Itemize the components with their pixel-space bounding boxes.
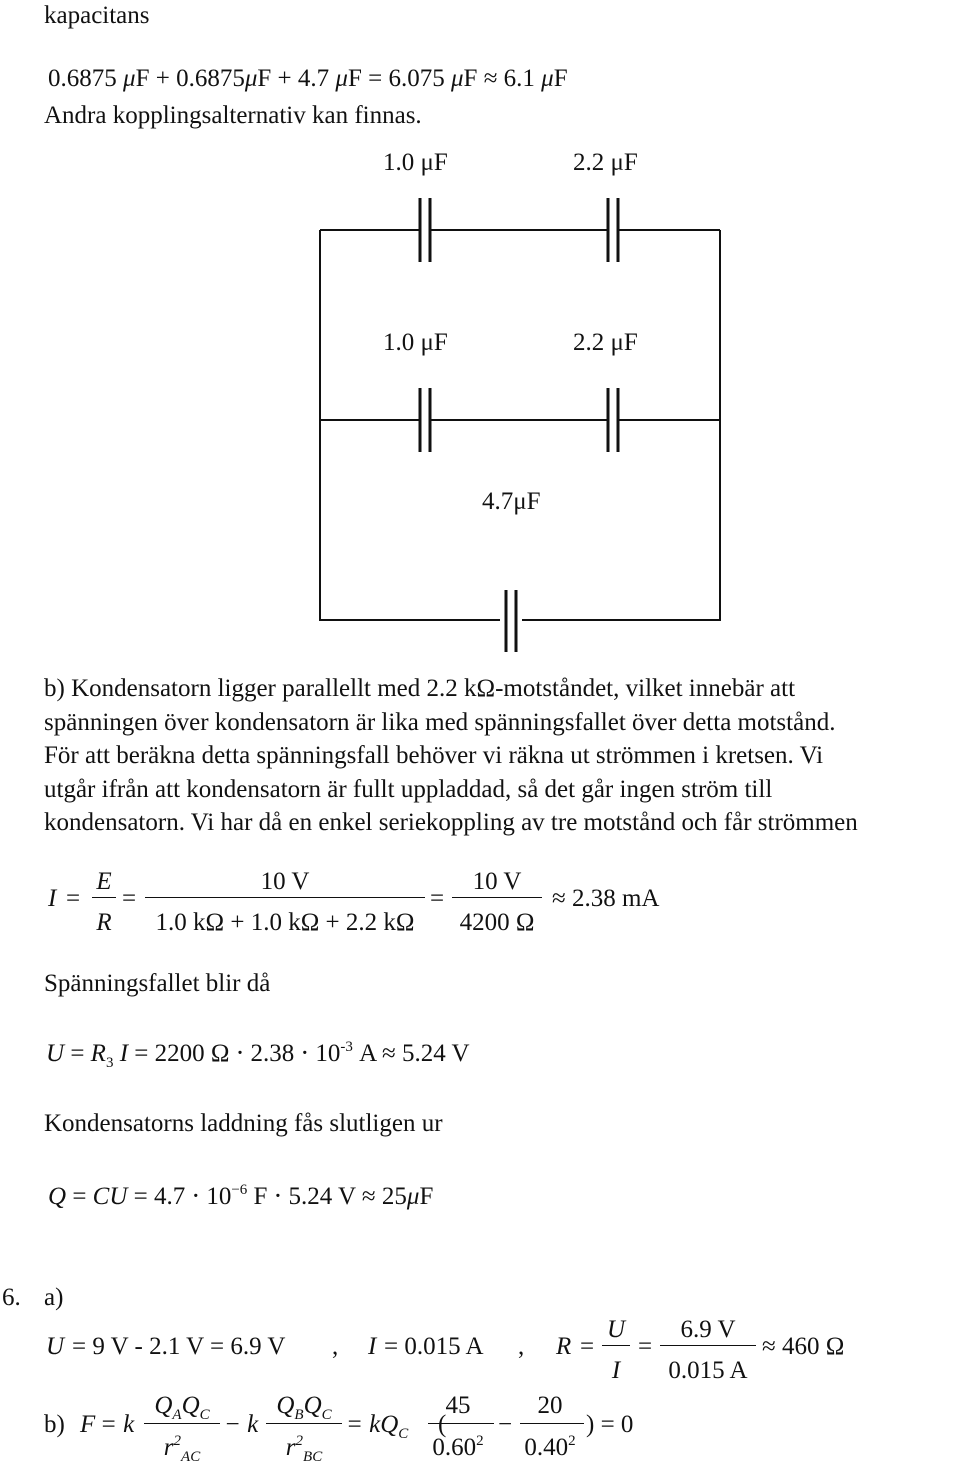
eq-sign: = [580, 1333, 595, 1360]
paragraph-line: spänningen över kondensatorn är lika med spänningsfallet över detta motstånd. [44, 708, 836, 736]
circuit-wire-right [522, 230, 720, 620]
paragraph-line: utgår ifrån att kondensatorn är fullt uppladdad, så det går ingen ström till [44, 775, 773, 803]
fraction-numerator: 6.9 V [680, 1316, 736, 1343]
charge-equation: Q = CU = $4.7 \cdot 10^{-6}$ F ⋅ 5.24 V ≈ 25μF [48, 1182, 434, 1210]
voltage-equation: $U = R_3$ I = 2200 $\Omega \cdot 2.38 \cdot 10^{-3}$ A ≈ 5.24 V [46, 1039, 470, 1071]
paragraph-line: kondensatorn. Vi har då en enkel seriekoppling av tre motstånd och får strömmen [44, 809, 858, 836]
fraction-bar [452, 897, 542, 898]
fraction-bar [428, 1423, 494, 1424]
capacitor-label-1: 1.0 μF [383, 149, 448, 176]
fraction-denominator: 4200 Ω [459, 909, 535, 936]
u-expression: = 9 V - 2.1 V = 6.9 V [72, 1333, 286, 1360]
eq-current-I: I [48, 885, 57, 912]
fraction-bar [266, 1423, 342, 1424]
fraction-bar [602, 1345, 630, 1346]
eq-result: ≈ 2.38 mA [552, 885, 660, 912]
capacitance-equation: 0.6875 μF + 0.6875μF + 4.7 μF = 6.075 μF ≈ 6.1 μF [48, 65, 568, 92]
fraction-numerator: E [96, 868, 112, 895]
minus: − [498, 1411, 513, 1438]
fraction-bar [520, 1423, 584, 1424]
eq-sign: = [638, 1333, 653, 1360]
var-U: U [46, 1333, 65, 1360]
eq-k: = k [100, 1411, 135, 1438]
fraction-numerator: 45 [445, 1392, 471, 1419]
capacitor-circuit-diagram [0, 0, 960, 660]
eq-sign: = [122, 885, 137, 912]
paragraph-b [44, 672, 944, 840]
eq-result: ≈ 460 Ω [762, 1333, 845, 1360]
eq-end: ) = 0 [586, 1411, 634, 1438]
fraction-denominator: 0.60$^2$ [432, 1433, 484, 1461]
fraction-numerator: $Q_BQ_C$ [276, 1392, 332, 1423]
var-I: I [368, 1333, 377, 1360]
var-R: R [556, 1333, 572, 1360]
question-6a-label: a) [44, 1284, 64, 1311]
var-F: F [80, 1411, 96, 1438]
fraction-denominator: 1.0 kΩ + 1.0 kΩ + 2.2 kΩ [155, 909, 415, 936]
minus-k: − k [224, 1411, 259, 1438]
eq-kQ: = $kQ_C$ [346, 1411, 409, 1442]
fraction-numerator: U [606, 1316, 626, 1343]
left-paren: ( [438, 1411, 447, 1438]
fraction-bar [145, 897, 425, 898]
top-word: kapacitans [44, 2, 150, 29]
fraction-bar [92, 897, 116, 898]
fraction-denominator: $r^2_{BC}$ [285, 1433, 323, 1465]
capacitor-label-5: 4.7μF [482, 488, 541, 515]
alternative-text: Andra kopplingsalternativ kan finnas. [44, 102, 422, 129]
paragraph-line: b) Kondensatorn ligger parallellt med 2.2 kΩ-motståndet, vilket innebär att [44, 675, 796, 702]
charge-text: Kondensatorns laddning fås slutligen ur [44, 1110, 443, 1137]
fraction-numerator: 10 V [472, 868, 522, 895]
capacitor-label-3: 1.0 μF [383, 329, 448, 356]
fraction-numerator: 20 [537, 1392, 563, 1419]
fraction-denominator: 0.015 A [668, 1357, 748, 1384]
fraction-denominator: I [611, 1357, 621, 1384]
question-6-label: 6. [2, 1284, 21, 1311]
fraction-denominator: $r^2_{AC}$ [163, 1433, 201, 1465]
comma: , [518, 1333, 525, 1360]
fraction-numerator: 10 V [260, 868, 310, 895]
question-6b-label: b) [44, 1411, 65, 1438]
i-expression: = 0.015 A [384, 1333, 484, 1360]
paragraph-line: För att beräkna detta spänningsfall behöver vi räkna ut strömmen i kretsen. Vi [44, 742, 824, 769]
capacitor-label-2: 2.2 μF [573, 149, 638, 176]
fraction-bar [144, 1423, 220, 1424]
comma: , [332, 1333, 339, 1360]
fraction-numerator: $Q_AQ_C$ [154, 1392, 210, 1423]
capacitor-label-4: 2.2 μF [573, 329, 638, 356]
fraction-bar [660, 1345, 756, 1346]
eq-sign: = [66, 885, 81, 912]
voltage-drop-text: Spänningsfallet blir då [44, 970, 271, 997]
fraction-denominator: R [96, 909, 112, 936]
fraction-denominator: 0.40$^2$ [524, 1433, 576, 1461]
eq-sign: = [430, 885, 445, 912]
circuit-wire-left [320, 230, 500, 620]
